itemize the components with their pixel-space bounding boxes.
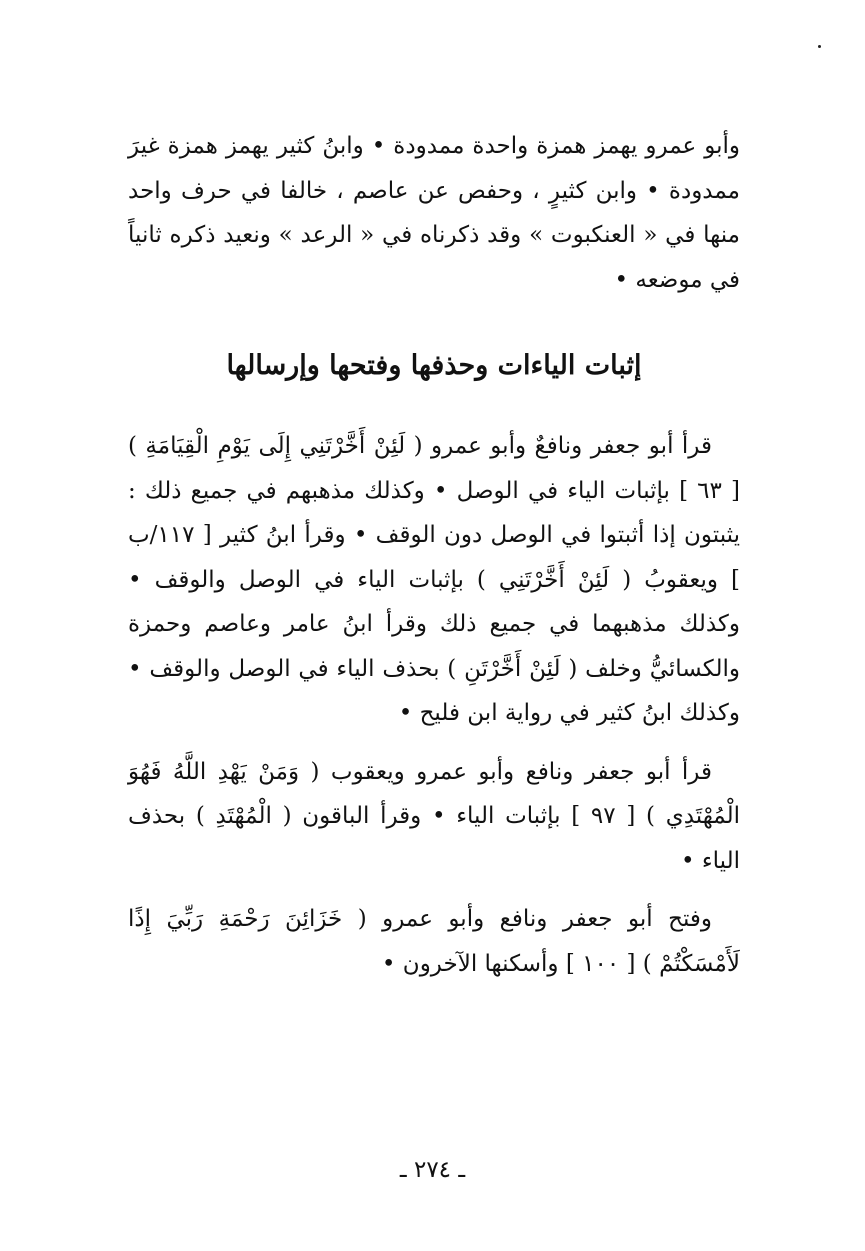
paragraph-first-reading: قرأ أبو جعفر ونافعٌ وأبو عمرو ( لَئِنْ أَخَّرْتَنِي إِلَى يَوْمِ الْقِيَامَةِ ) [ ٦٣ ] بإثبات الياء في الوصل • وكذلك مذهبهم في جميع ذلك : يثبتون إذا أثبتوا في الوصل دون الوقف • وقرأ ابنُ كثير [ ١١٧/ب ] ويعقوبُ ( لَئِنْ أَخَّرْتَنِي ) بإثبات الياء في الوصل والوقف • وكذلك مذهبهما في جميع ذلك وقرأ ابنُ عامر وعاصم وحمزة والكسائيُّ وخلف ( لَئِنْ أَخَّرْتَنِ ) بحذف الياء في الوصل والوقف • وكذلك ابنُ كثير في رواية ابن فليح • (128, 433, 740, 726)
section-heading: إثبات الياءات وحذفها وفتحها وإرسالها (226, 350, 642, 381)
page-number: ـ ٢٧٤ ـ (399, 1157, 466, 1183)
scan-speck (818, 45, 821, 48)
text-column (128, 124, 740, 986)
paragraph-second-reading: قرأ أبو جعفر ونافع وأبو عمرو ويعقوب ( وَمَنْ يَهْدِ اللَّهُ فَهُوَ الْمُهْتَدِي ) [ ٩٧ ] بإثبات الياء • وقرأ الباقون ( الْمُهْتَدِ ) بحذف الياء • (128, 758, 741, 874)
paragraph-continuation: وأبو عمرو يهمز همزة واحدة ممدودة • وابنُ كثير يهمز همزة غيرَ ممدودة • وابن كثيرٍ ، وحفص عن عاصم ، خالفا في حرف واحد منها في « العنكبوت » وقد ذكرناه في « الرعد » ونعيد ذكره ثانياً في موضعه • (128, 133, 740, 293)
paragraph-spacer (128, 883, 740, 897)
paragraph-third-reading: وفتح أبو جعفر ونافع وأبو عمرو ( خَزَائِنَ رَحْمَةِ رَبِّيَ إِذًا لَأَمْسَكْتُمْ ) [ ١٠٠ ] وأسكنها الآخرون • (128, 906, 740, 977)
paragraph-spacer (128, 736, 740, 750)
